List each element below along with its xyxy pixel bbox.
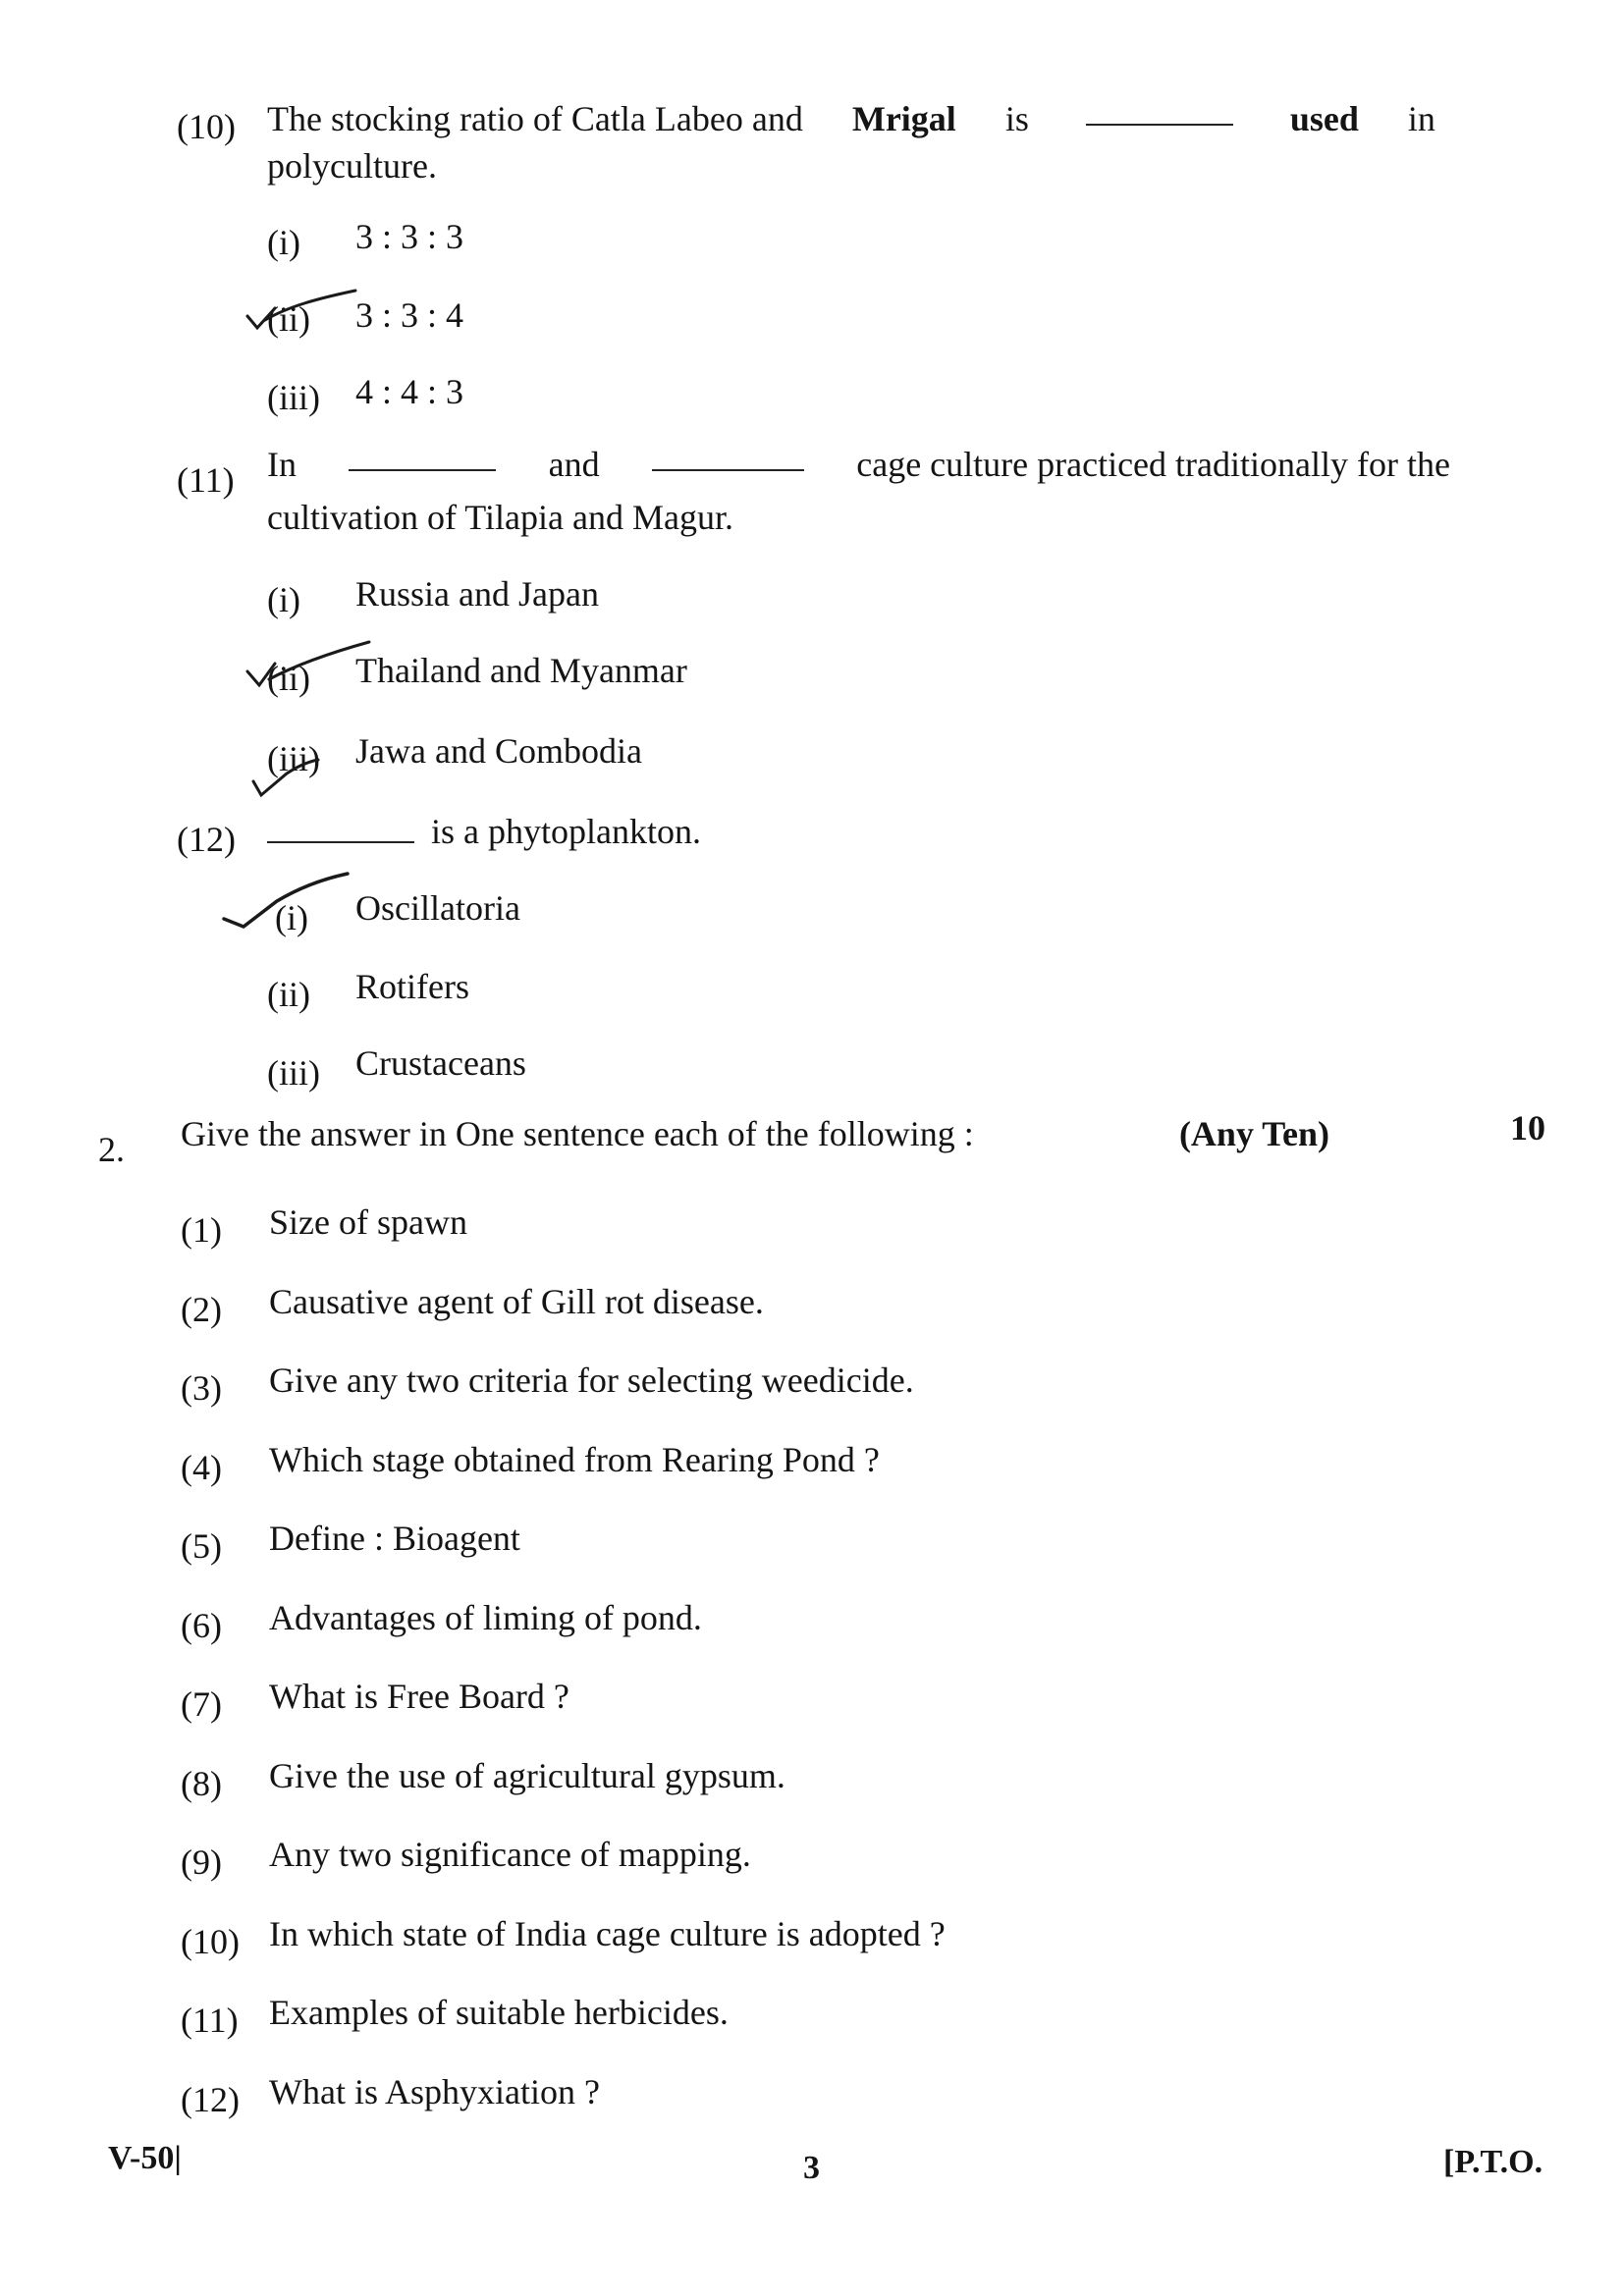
option-text: Rotifers xyxy=(355,967,469,1006)
list-item-number: (9) xyxy=(181,1842,222,1882)
question-prompt xyxy=(181,1113,1329,1154)
option-text: 3 : 3 : 4 xyxy=(355,295,464,335)
list-item-number: (8) xyxy=(181,1764,222,1803)
question-text xyxy=(267,811,701,852)
question-text-part: cage culture practiced traditionally for the xyxy=(856,445,1450,484)
option-label: (i) xyxy=(275,898,308,937)
option-text: 3 : 3 : 3 xyxy=(355,217,464,256)
question-number: 2. xyxy=(98,1130,125,1169)
list-item-number: (11) xyxy=(181,2001,239,2040)
option-text: Jawa and Combodia xyxy=(355,731,642,771)
option-label: (ii) xyxy=(267,975,310,1014)
list-item-text: Which stage obtained from Rearing Pond ? xyxy=(269,1440,880,1479)
option-text: Thailand and Myanmar xyxy=(355,651,687,690)
handwritten-tick-mark xyxy=(240,636,377,695)
option-text: 4 : 4 : 3 xyxy=(355,372,464,411)
question-text xyxy=(267,444,1450,485)
question-number: (12) xyxy=(177,820,236,859)
answer-blank xyxy=(1086,98,1233,126)
handwritten-tick-mark xyxy=(218,868,355,936)
list-item-text: Give the use of agricultural gypsum. xyxy=(269,1756,785,1795)
list-item-number: (12) xyxy=(181,2080,240,2119)
option-label: (ii) xyxy=(267,659,310,698)
question-text-bold: Mrigal xyxy=(851,99,956,138)
option-label: (i) xyxy=(267,223,300,262)
answer-blank xyxy=(267,816,414,843)
list-item-text: Any two significance of mapping. xyxy=(269,1835,751,1874)
question-text-part: The stocking ratio of Catla Labeo and xyxy=(267,99,803,138)
list-item-number: (10) xyxy=(181,1922,240,1961)
list-item-text: Advantages of liming of pond. xyxy=(269,1598,702,1637)
list-item-text: Examples of suitable herbicides. xyxy=(269,1993,729,2032)
option-label: (iii) xyxy=(267,1053,320,1093)
question-text-continued: cultivation of Tilapia and Magur. xyxy=(267,498,733,537)
list-item-text: Give any two criteria for selecting weedicide. xyxy=(269,1361,914,1400)
list-item-text: In which state of India cage culture is adopted ? xyxy=(269,1914,946,1953)
answer-blank xyxy=(652,444,804,471)
option-label: (ii) xyxy=(267,299,310,339)
question-text-part: is xyxy=(1004,99,1029,138)
option-text: Oscillatoria xyxy=(355,888,520,928)
question-text xyxy=(267,98,1435,139)
answer-blank xyxy=(349,444,496,471)
list-item-text: What is Free Board ? xyxy=(269,1677,569,1716)
question-text-part: in xyxy=(1407,99,1435,138)
list-item-number: (5) xyxy=(181,1526,222,1566)
handwritten-tick-mark xyxy=(247,756,326,805)
list-item-text: Size of spawn xyxy=(269,1202,467,1242)
question-text-continued: polyculture. xyxy=(267,146,437,186)
list-item-number: (2) xyxy=(181,1290,222,1329)
option-label: (iii) xyxy=(267,378,320,417)
option-label: (i) xyxy=(267,580,300,619)
question-number: (10) xyxy=(177,107,236,146)
option-text: Crustaceans xyxy=(355,1043,526,1083)
handwritten-tick-mark xyxy=(240,285,367,344)
option-text: Russia and Japan xyxy=(355,574,599,614)
question-prompt-bold: (Any Ten) xyxy=(1178,1114,1329,1153)
question-text-part: and xyxy=(548,445,600,484)
question-number: (11) xyxy=(177,460,235,500)
list-item-number: (1) xyxy=(181,1210,222,1250)
list-item-text: Define : Bioagent xyxy=(269,1519,520,1558)
list-item-number: (6) xyxy=(181,1606,222,1645)
marks-value: 10 xyxy=(1510,1108,1545,1148)
paper-code: V-50| xyxy=(108,2140,182,2176)
question-text-bold: used xyxy=(1289,99,1359,138)
list-item-text: Causative agent of Gill rot disease. xyxy=(269,1282,764,1321)
please-turn-over: [P.T.O. xyxy=(1443,2144,1543,2180)
list-item-number: (3) xyxy=(181,1368,222,1408)
option-label: (iii) xyxy=(267,739,320,778)
page-number: 3 xyxy=(803,2150,820,2186)
question-text-part: is a phytoplankton. xyxy=(431,812,701,851)
list-item-number: (4) xyxy=(181,1448,222,1487)
list-item-number: (7) xyxy=(181,1684,222,1724)
question-text-part: In xyxy=(267,445,297,484)
question-prompt-text: Give the answer in One sentence each of the following : xyxy=(181,1114,974,1153)
list-item-text: What is Asphyxiation ? xyxy=(269,2072,600,2111)
